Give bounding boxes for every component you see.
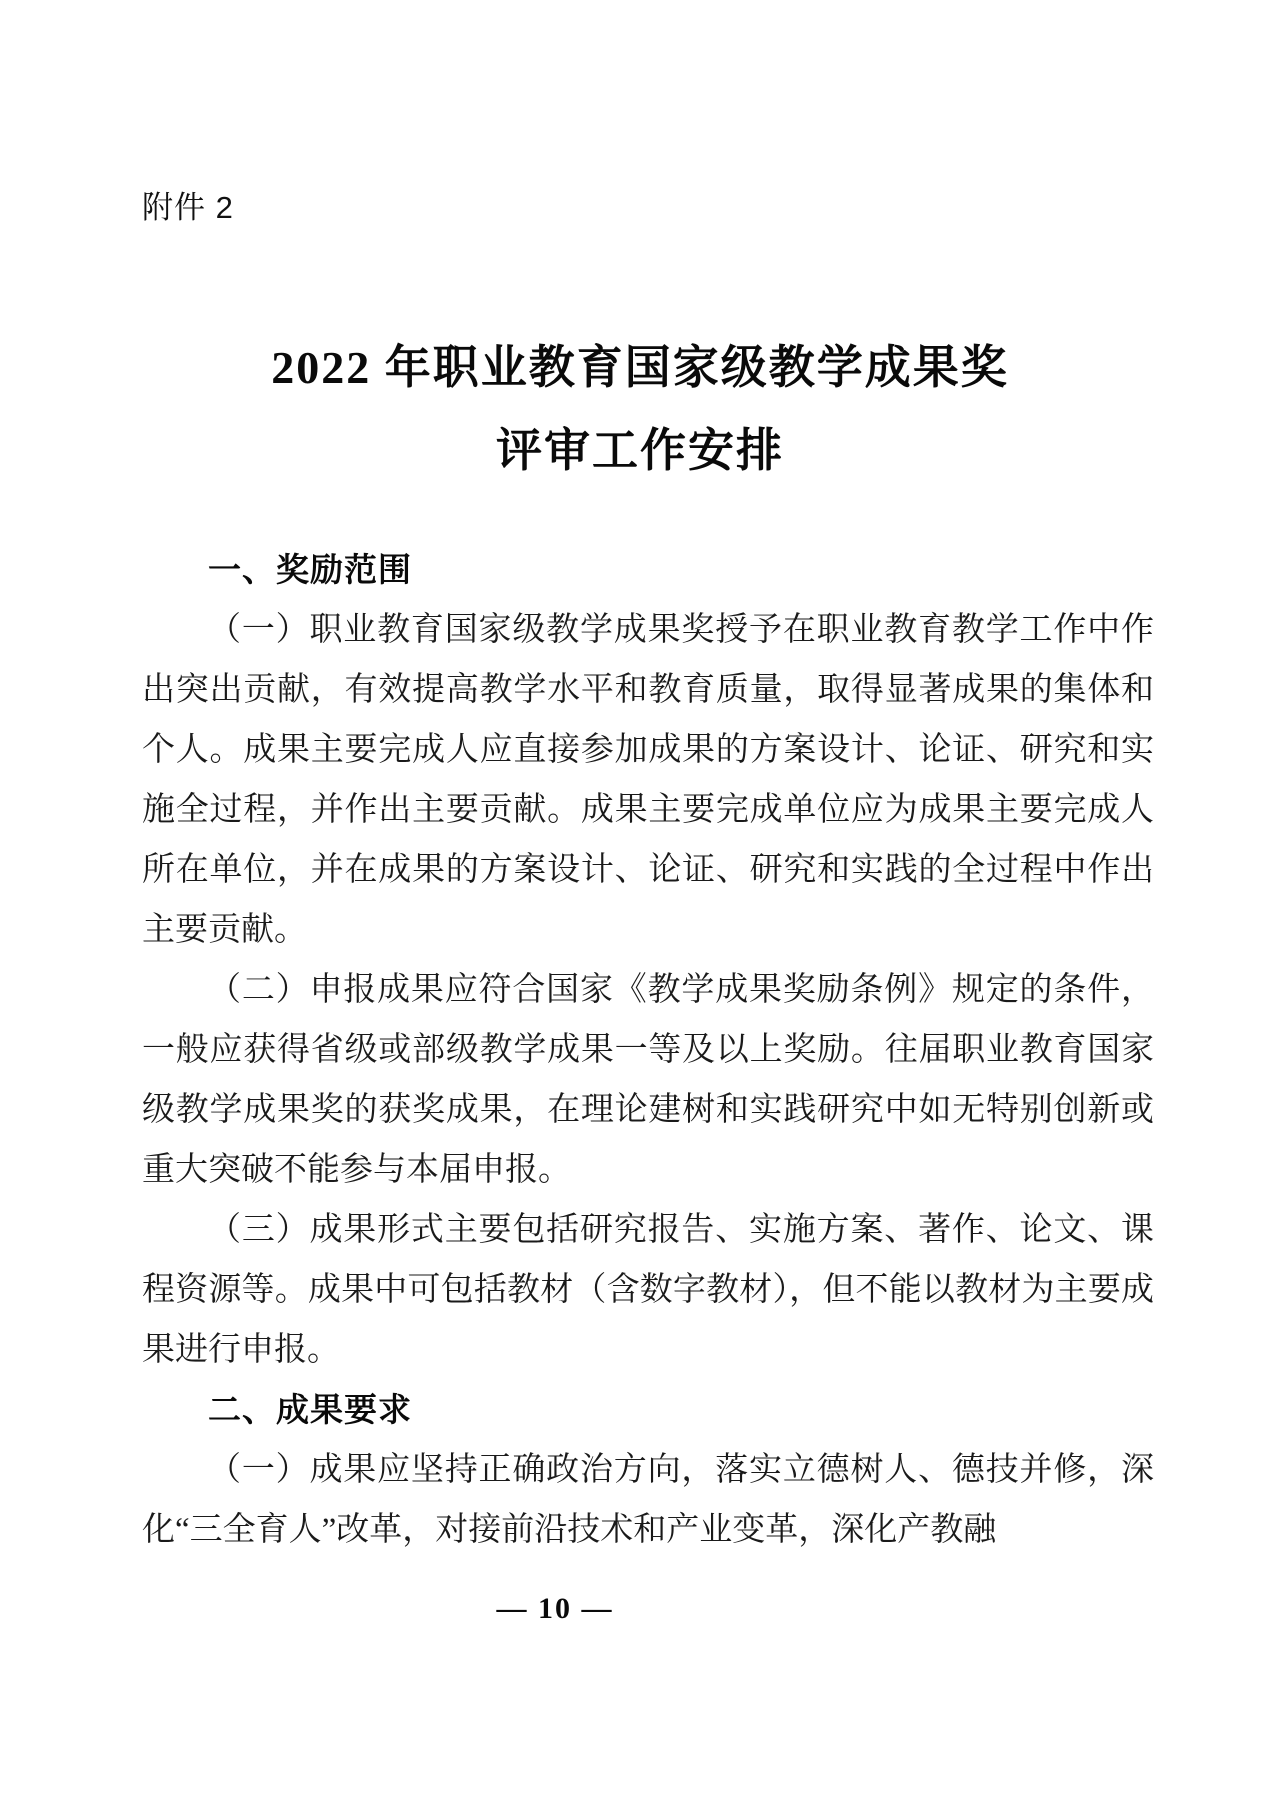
document-title	[0, 326, 1280, 492]
document-title-line1: 2022 年职业教育国家级教学成果奖	[271, 342, 1009, 393]
section-heading-achievement-requirements: 二、成果要求	[208, 1391, 412, 1428]
document-title-line2: 评审工作安排	[496, 425, 784, 476]
paragraph-achievement-requirements-1: （一）成果应坚持正确政治方向，落实立德树人、德技并修，深化“三全育人”改革，对接前沿技术和产业变革，深化产教融	[142, 1452, 1154, 1548]
document-body	[142, 540, 1154, 1560]
paragraph-award-scope-3: （三）成果形式主要包括研究报告、实施方案、著作、论文、课程资源等。成果中可包括教材（含数字教材），但不能以教材为主要成果进行申报。	[142, 1212, 1154, 1368]
attachment-label: 附件 2	[142, 190, 234, 225]
section-heading-award-scope: 一、奖励范围	[208, 551, 412, 588]
paragraph-award-scope-2: （二）申报成果应符合国家《教学成果奖励条例》规定的条件，一般应获得省级或部级教学成果一等及以上奖励。往届职业教育国家级教学成果奖的获奖成果，在理论建树和实践研究中如无特别创新或重大突破不能参与本届申报。	[142, 972, 1154, 1188]
paragraph-award-scope-1: （一）职业教育国家级教学成果奖授予在职业教育教学工作中作出突出贡献，有效提高教学水平和教育质量，取得显著成果的集体和个人。成果主要完成人应直接参加成果的方案设计、论证、研究和实施全过程，并作出主要贡献。成果主要完成单位应为成果主要完成人所在单位，并在成果的方案设计、论证、研究和实践的全过程中作出主要贡献。	[142, 612, 1154, 948]
page-number: — 10 —	[496, 1592, 614, 1625]
